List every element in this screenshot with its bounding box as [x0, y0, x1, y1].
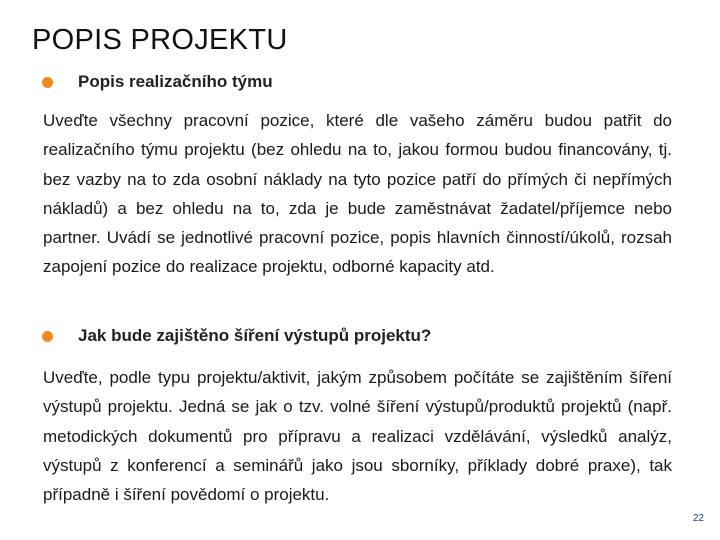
page-number: 22 [692, 513, 704, 524]
section-paragraph-team: Uveďte všechny pracovní pozice, které dle vašeho záměru budou patřit do realizačního týmu projektu (bez ohledu na to, jakou formou budou financovány, tj. bez vazby na to zda osobní náklady na tyto pozice patří do přímých či nepřímých nákladů) a bez ohledu na to, zda je bude zaměstnávat žadatel/příjemce nebo partner. Uvádí se jednotlivé pracovní pozice, popis hlavních činností/úkolů, rozsah zapojení pozice do realizace projektu, odborné kapacity atd. [43, 111, 672, 277]
bullet-dot-icon [42, 331, 53, 342]
bullet-dot-icon [42, 77, 53, 88]
section-heading-label: Popis realizačního týmu [78, 72, 273, 91]
slide-title: POPIS PROJEKTU [32, 24, 288, 56]
section-heading-dissemination [42, 326, 431, 346]
section-paragraph-dissemination: Uveďte, podle typu projektu/aktivit, jakým způsobem počítáte se zajištěním šíření výstupů projektu. Jedná se jak o tzv. volné šíření výstupů/produktů projektů (např. metodických dokumentů pro přípravu a realizaci vzdělávání, výsledků analýz, výstupů z konferencí a seminářů jako jsou sborníky, příklady dobré praxe), tak případně i šíření povědomí o projektu. [43, 368, 672, 505]
section-heading-team [42, 72, 273, 92]
section-heading-label: Jak bude zajištěno šíření výstupů projektu? [78, 326, 432, 345]
